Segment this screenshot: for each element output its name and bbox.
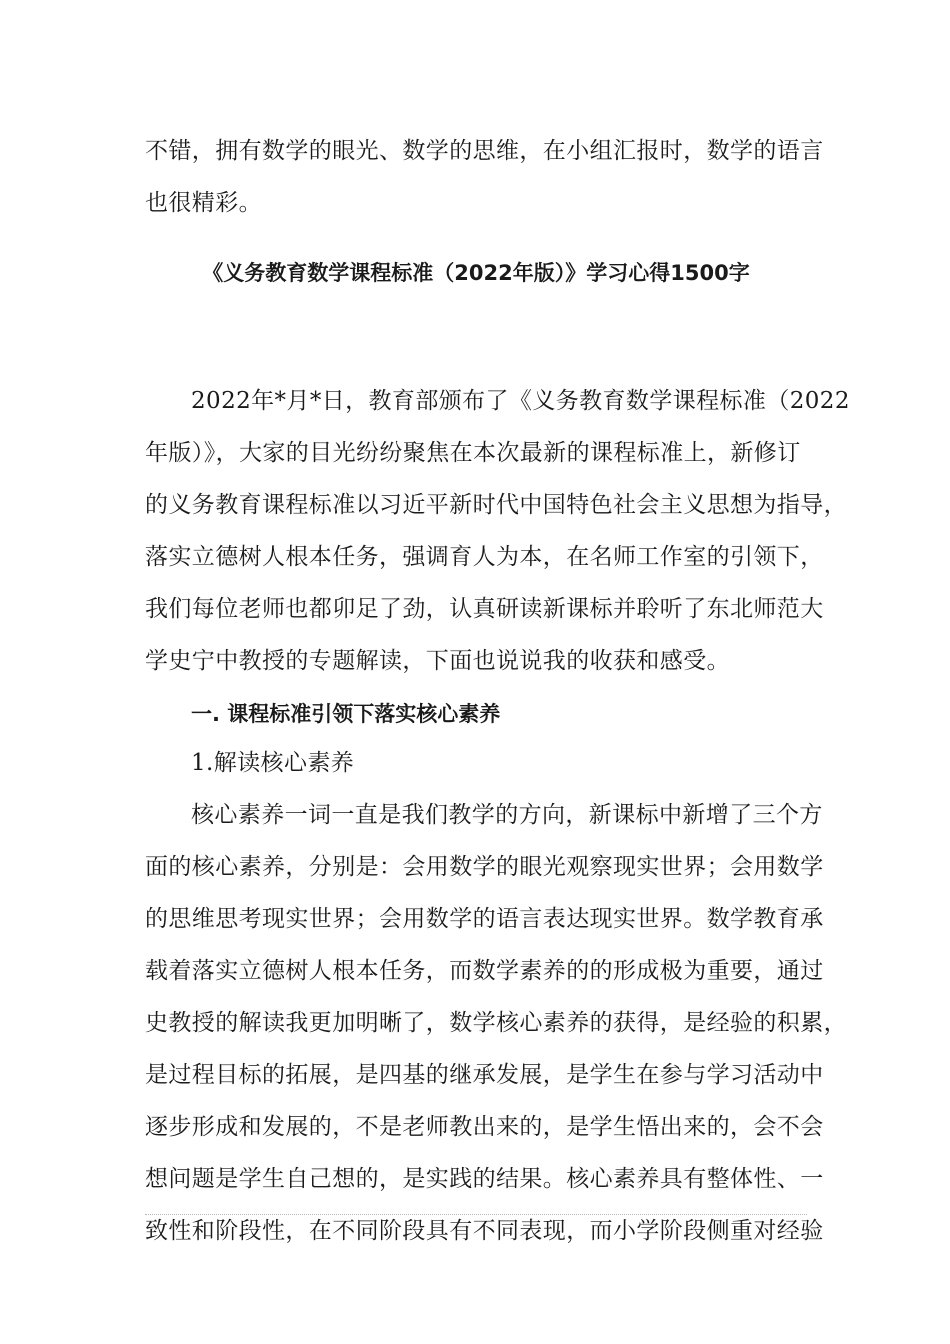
text-line: 学史宁中教授的专题解读，下面也说说我的收获和感受。 [145,648,730,674]
text-line: 核心素养一词一直是我们教学的方向，新课标中新增了三个方 [191,802,823,828]
footer-divider [145,1214,807,1215]
text-line: 想问题是学生自己想的，是实践的结果。核心素养具有整体性、一 [145,1166,824,1192]
text-line: 年版）》，大家的目光纷纷聚焦在本次最新的课程标准上，新修订 [145,440,801,466]
blank-space [145,293,807,381]
text-line: 我们每位老师也都卯足了劲，认真研读新课标并聆听了东北师范大 [145,596,824,622]
document-body [145,131,850,1263]
subsection-heading: 1.解读核心素养 [191,750,355,776]
text-line: 的思维思考现实世界；会用数学的语言表达现实世界。数学教育承 [145,906,824,932]
text-line: 致性和阶段性，在不同阶段具有不同表现，而小学阶段侧重对经验 [145,1218,824,1244]
text-line: 的义务教育课程标准以习近平新时代中国特色社会主义思想为指导， [145,492,847,518]
text-line: 也很精彩。 [145,190,262,216]
document-title: 《义务教育数学课程标准（2022年版）》学习心得1500字 [202,261,750,285]
text-line: 载着落实立德树人根本任务，而数学素养的的形成极为重要，通过 [145,958,824,984]
text-line: 不错，拥有数学的眼光、数学的思维，在小组汇报时，数学的语言 [145,138,824,164]
text-line: 2022年*月*日，教育部颁布了《义务教育数学课程标准（2022 [191,388,850,414]
section-heading: 一. 课程标准引领下落实核心素养 [191,702,501,726]
text-line: 逐步形成和发展的，不是老师教出来的，是学生悟出来的，会不会 [145,1114,824,1140]
text-line: 面的核心素养，分别是：会用数学的眼光观察现实世界；会用数学 [145,854,824,880]
text-line: 落实立德树人根本任务，强调育人为本，在名师工作室的引领下， [145,544,824,570]
text-line: 是过程目标的拓展，是四基的继承发展，是学生在参与学习活动中 [145,1062,824,1088]
text-line: 史教授的解读我更加明晰了，数学核心素养的获得，是经验的积累， [145,1010,847,1036]
